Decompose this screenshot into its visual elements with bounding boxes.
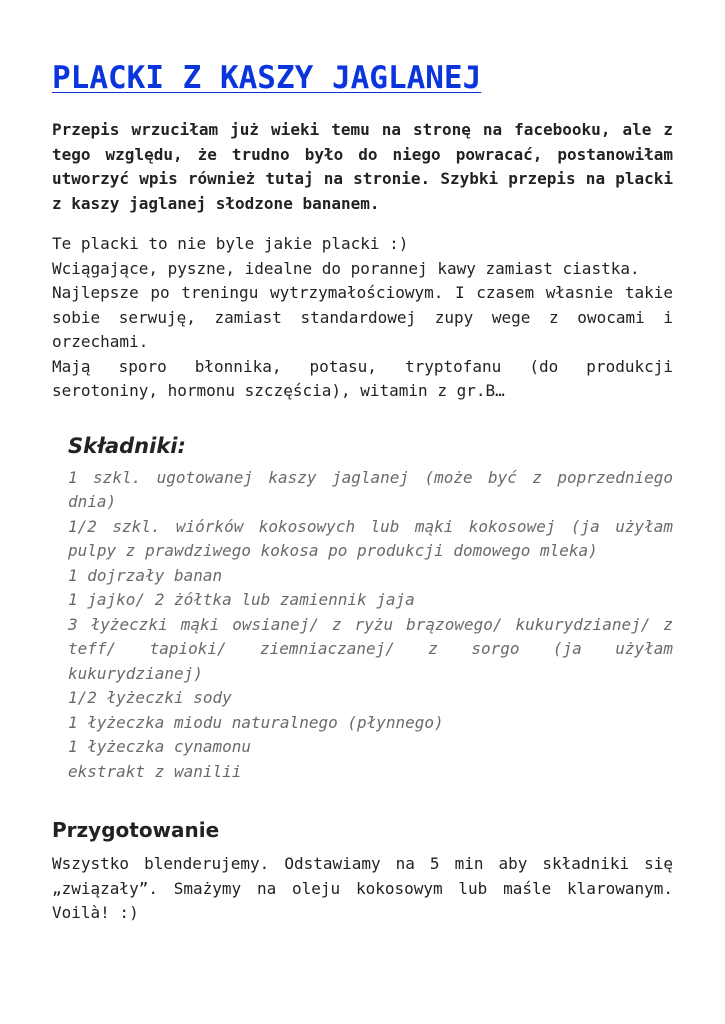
ingredient-item: 3 łyżeczki mąki owsianej/ z ryżu brązowego/ kukurydzianej/ z teff/ tapioki/ ziemniaczanej/ z sorgo (ja użyłam kukurydzianej) [68,614,673,683]
ingredients-section [68,432,673,785]
ingredient-item: 1 jajko/ 2 żółtka lub zamiennik jaja [68,590,415,609]
ingredients-list [68,466,673,785]
intro-line: Wciągające, pyszne, idealne do porannej kawy zamiast ciastka. [52,258,640,278]
intro-line: Mają sporo błonnika, potasu, tryptofanu (do produkcji serotoniny, hormonu szczęścia), witamin z gr.B… [52,356,673,400]
ingredient-item: 1/2 szkl. wiórków kokosowych lub mąki kokosowej (ja użyłam pulpy z prawdziwego kokosa po produkcji domowego mleka) [68,516,673,560]
ingredient-item: 1 szkl. ugotowanej kaszy jaglanej (może być z poprzedniego dnia) [68,467,673,511]
ingredient-item: 1/2 łyżeczki sody [68,688,232,707]
ingredient-item: 1 dojrzały banan [68,565,223,585]
article-lead: Przepis wrzuciłam już wieki temu na stronę na facebooku, ale z tego względu, że trudno było do niego powracać, postanowiłam utworzyć wpis również tutaj na stronie. Szybki przepis na placki z kaszy jaglanej słodzone bananem. [52,120,673,213]
ingredients-heading: Składniki: [68,433,186,458]
intro-line: Te placki to nie byle jakie placki :) [52,234,409,253]
article-title-link[interactable]: PLACKI Z KASZY JAGLANEJ [52,60,482,96]
preparation-text: Wszystko blenderujemy. Odstawiamy na 5 min aby składniki się „związały”. Smażymy na oleju kokosowym lub maśle klarowanym. Voilà! :) [52,854,673,922]
preparation-heading: Przygotowanie [52,818,220,842]
ingredient-item: 1 łyżeczka cynamonu [68,737,252,756]
article [52,58,673,926]
intro-line: Najlepsze po treningu wytrzymałościowym. I czasem własnie takie sobie serwuję, zamiast standardowej zupy wege z owocami i orzechami. [52,283,673,351]
article-intro [52,232,673,404]
ingredient-item: 1 łyżeczka miodu naturalnego (płynnego) [68,712,444,732]
ingredient-item: ekstrakt z wanilii [68,761,242,781]
